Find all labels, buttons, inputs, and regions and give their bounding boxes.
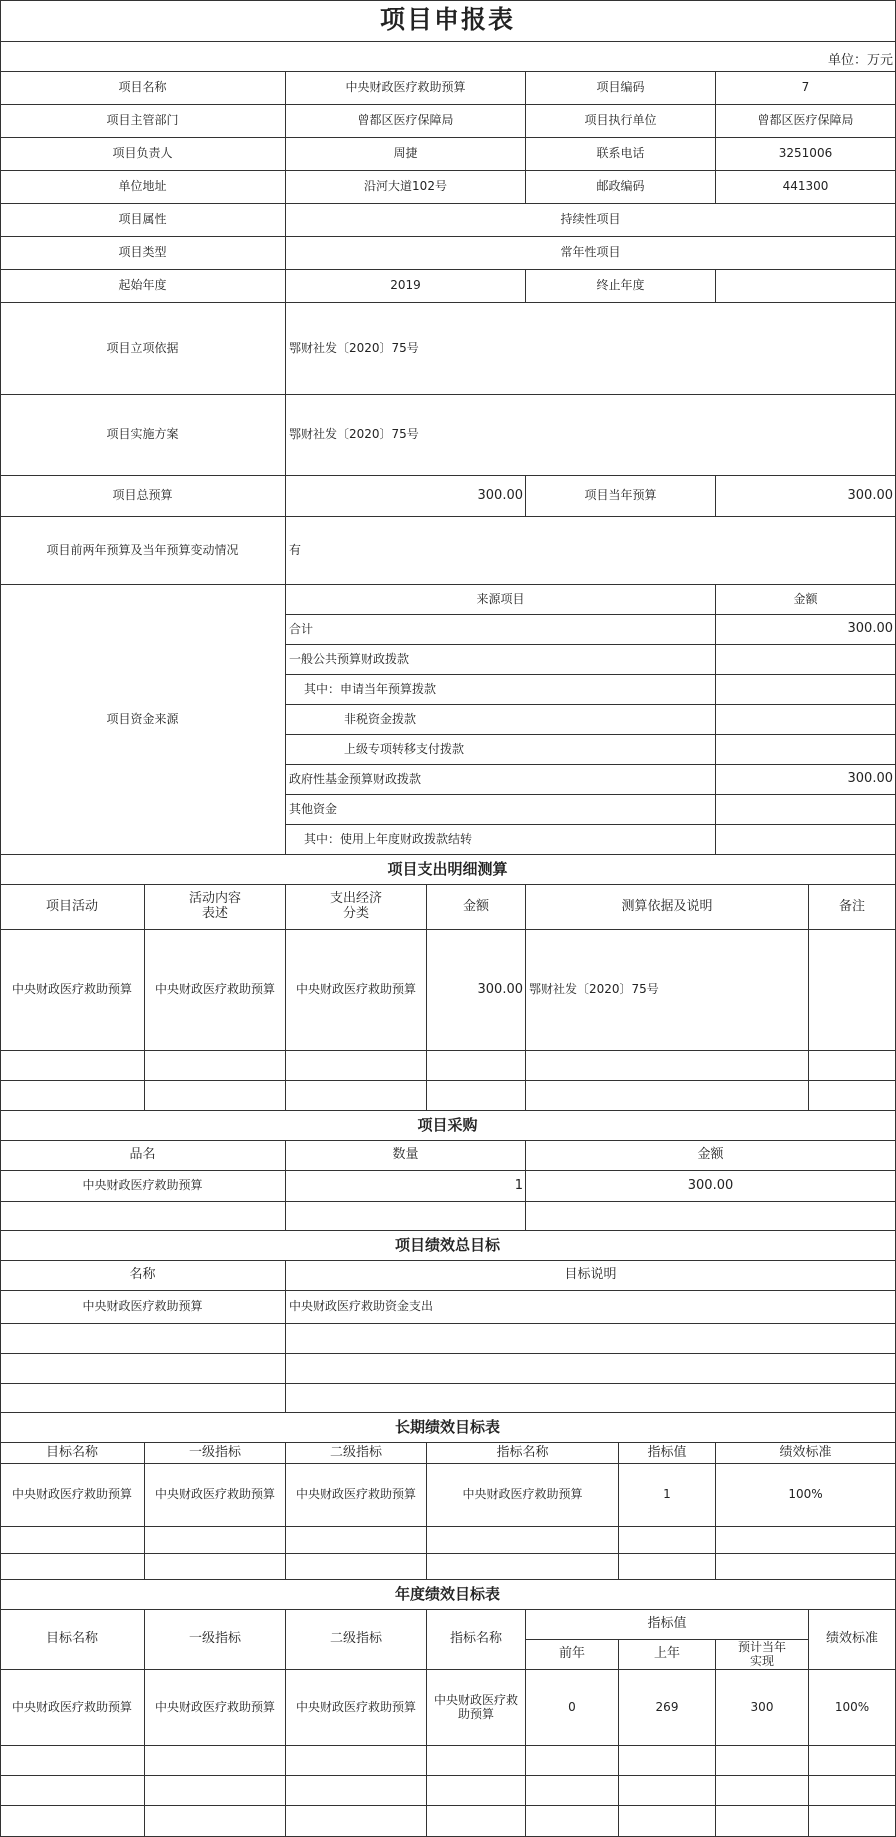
funding-row-amount — [716, 795, 896, 825]
start-year-value: 2019 — [286, 270, 526, 303]
annual-empty-cell — [619, 1776, 716, 1806]
expense-empty-cell — [286, 1081, 427, 1111]
page-title: 项目申报表 — [0, 0, 896, 42]
funding-row-name: 上级专项转移支付拨款 — [286, 735, 716, 765]
phone-label: 联系电话 — [526, 138, 716, 171]
expense-cell: 中央财政医疗救助预算 — [286, 930, 427, 1051]
annual-empty-cell — [0, 1776, 145, 1806]
expense-empty-cell — [427, 1051, 526, 1081]
zip-value: 441300 — [716, 171, 896, 204]
goal-cell: 中央财政医疗救助资金支出 — [286, 1291, 896, 1324]
longterm-cell: 中央财政医疗救助预算 — [0, 1464, 145, 1527]
type-label: 项目类型 — [0, 237, 286, 270]
procure-cell: 1 — [286, 1171, 526, 1202]
plan-label: 项目实施方案 — [0, 395, 286, 476]
longterm-cell: 1 — [619, 1464, 716, 1527]
funding-row-name: 政府性基金预算财政拨款 — [286, 765, 716, 795]
annual-empty-cell — [716, 1746, 809, 1776]
funding-row-amount — [716, 675, 896, 705]
exec-unit-label: 项目执行单位 — [526, 105, 716, 138]
goal-header: 名称 — [0, 1261, 286, 1291]
funding-label: 项目资金来源 — [0, 585, 286, 855]
funding-row-name: 一般公共预算财政拨款 — [286, 645, 716, 675]
longterm-empty-cell — [619, 1527, 716, 1554]
budget-change-value: 有 — [286, 517, 896, 585]
leader-label: 项目负责人 — [0, 138, 286, 171]
dept-label: 项目主管部门 — [0, 105, 286, 138]
expense-empty-cell — [526, 1051, 809, 1081]
phone-value: 3251006 — [716, 138, 896, 171]
longterm-header: 指标名称 — [427, 1443, 619, 1464]
annual-empty-cell — [716, 1776, 809, 1806]
funding-source-header: 来源项目 — [286, 585, 716, 615]
annual-empty-cell — [619, 1806, 716, 1837]
annual-empty-cell — [427, 1806, 526, 1837]
expense-cell: 中央财政医疗救助预算 — [0, 930, 145, 1051]
total-budget-value: 300.00 — [286, 476, 526, 517]
goal-empty-cell — [0, 1354, 286, 1384]
procure-cell: 中央财政医疗救助预算 — [0, 1171, 286, 1202]
goal-empty-cell — [286, 1354, 896, 1384]
procure-section-title: 项目采购 — [0, 1111, 896, 1141]
procure-cell: 300.00 — [526, 1171, 896, 1202]
address-label: 单位地址 — [0, 171, 286, 204]
year-budget-label: 项目当年预算 — [526, 476, 716, 517]
longterm-empty-cell — [619, 1554, 716, 1580]
annual-empty-cell — [145, 1806, 286, 1837]
procure-header: 数量 — [286, 1141, 526, 1171]
total-budget-label: 项目总预算 — [0, 476, 286, 517]
project-name-value: 中央财政医疗救助预算 — [286, 72, 526, 105]
expense-header: 项目活动 — [0, 885, 145, 930]
plan-value: 鄂财社发〔2020〕75号 — [286, 395, 896, 476]
annual-subheader: 上年 — [619, 1640, 716, 1670]
expense-empty-cell — [286, 1051, 427, 1081]
longterm-header: 指标值 — [619, 1443, 716, 1464]
annual-subheader: 预计当年 实现 — [716, 1640, 809, 1670]
longterm-header: 二级指标 — [286, 1443, 427, 1464]
exec-unit-value: 曾都区医疗保障局 — [716, 105, 896, 138]
expense-empty-cell — [145, 1051, 286, 1081]
longterm-header: 一级指标 — [145, 1443, 286, 1464]
longterm-empty-cell — [286, 1527, 427, 1554]
annual-header: 指标名称 — [427, 1610, 526, 1670]
address-value: 沿河大道102号 — [286, 171, 526, 204]
longterm-empty-cell — [145, 1554, 286, 1580]
annual-empty-cell — [716, 1806, 809, 1837]
annual-header: 指标值 — [526, 1610, 809, 1640]
annual-cell: 中央财政医疗救助预算 — [0, 1670, 145, 1746]
longterm-empty-cell — [427, 1554, 619, 1580]
expense-header: 支出经济 分类 — [286, 885, 427, 930]
longterm-section-title: 长期绩效目标表 — [0, 1413, 896, 1443]
project-code-label: 项目编码 — [526, 72, 716, 105]
annual-header: 二级指标 — [286, 1610, 427, 1670]
expense-empty-cell — [526, 1081, 809, 1111]
annual-cell: 269 — [619, 1670, 716, 1746]
annual-cell: 0 — [526, 1670, 619, 1746]
expense-empty-cell — [809, 1051, 896, 1081]
funding-row-amount — [716, 825, 896, 855]
expense-cell: 300.00 — [427, 930, 526, 1051]
budget-change-label: 项目前两年预算及当年预算变动情况 — [0, 517, 286, 585]
longterm-header: 绩效标准 — [716, 1443, 896, 1464]
annual-empty-cell — [809, 1746, 896, 1776]
longterm-empty-cell — [716, 1554, 896, 1580]
annual-header: 绩效标准 — [809, 1610, 896, 1670]
funding-row-name: 合计 — [286, 615, 716, 645]
goal-empty-cell — [286, 1384, 896, 1413]
annual-cell: 中央财政医疗救 助预算 — [427, 1670, 526, 1746]
basis-value: 鄂财社发〔2020〕75号 — [286, 303, 896, 395]
leader-value: 周捷 — [286, 138, 526, 171]
longterm-cell: 中央财政医疗救助预算 — [145, 1464, 286, 1527]
longterm-empty-cell — [145, 1527, 286, 1554]
annual-cell: 100% — [809, 1670, 896, 1746]
longterm-empty-cell — [716, 1527, 896, 1554]
funding-row-name: 其他资金 — [286, 795, 716, 825]
longterm-header: 目标名称 — [0, 1443, 145, 1464]
funding-row-amount: 300.00 — [716, 615, 896, 645]
annual-empty-cell — [0, 1746, 145, 1776]
annual-cell: 300 — [716, 1670, 809, 1746]
expense-header: 活动内容 表述 — [145, 885, 286, 930]
annual-cell: 中央财政医疗救助预算 — [145, 1670, 286, 1746]
project-name-label: 项目名称 — [0, 72, 286, 105]
start-year-label: 起始年度 — [0, 270, 286, 303]
longterm-empty-cell — [0, 1554, 145, 1580]
expense-cell: 鄂财社发〔2020〕75号 — [526, 930, 809, 1051]
longterm-cell: 中央财政医疗救助预算 — [427, 1464, 619, 1527]
annual-header: 一级指标 — [145, 1610, 286, 1670]
end-year-value — [716, 270, 896, 303]
basis-label: 项目立项依据 — [0, 303, 286, 395]
annual-empty-cell — [286, 1746, 427, 1776]
annual-empty-cell — [145, 1746, 286, 1776]
annual-empty-cell — [526, 1746, 619, 1776]
annual-empty-cell — [809, 1776, 896, 1806]
dept-value: 曾都区医疗保障局 — [286, 105, 526, 138]
annual-empty-cell — [286, 1806, 427, 1837]
annual-section-title: 年度绩效目标表 — [0, 1580, 896, 1610]
annual-empty-cell — [809, 1806, 896, 1837]
goal-empty-cell — [0, 1324, 286, 1354]
project-code-value: 7 — [716, 72, 896, 105]
longterm-empty-cell — [0, 1527, 145, 1554]
funding-row-name: 其中：使用上年度财政拨款结转 — [286, 825, 716, 855]
procure-header: 品名 — [0, 1141, 286, 1171]
annual-subheader: 前年 — [526, 1640, 619, 1670]
expense-empty-cell — [809, 1081, 896, 1111]
annual-empty-cell — [427, 1746, 526, 1776]
expense-empty-cell — [0, 1051, 145, 1081]
attribute-value: 持续性项目 — [286, 204, 896, 237]
procure-header: 金额 — [526, 1141, 896, 1171]
funding-row-amount — [716, 735, 896, 765]
annual-empty-cell — [526, 1806, 619, 1837]
funding-amount-header: 金额 — [716, 585, 896, 615]
attribute-label: 项目属性 — [0, 204, 286, 237]
longterm-cell: 100% — [716, 1464, 896, 1527]
expense-header: 金额 — [427, 885, 526, 930]
annual-header: 目标名称 — [0, 1610, 145, 1670]
goal-empty-cell — [286, 1324, 896, 1354]
annual-empty-cell — [619, 1746, 716, 1776]
annual-empty-cell — [526, 1776, 619, 1806]
expense-empty-cell — [427, 1081, 526, 1111]
funding-row-amount: 300.00 — [716, 765, 896, 795]
procure-empty-cell — [526, 1202, 896, 1231]
goal-empty-cell — [0, 1384, 286, 1413]
procure-empty-cell — [286, 1202, 526, 1231]
expense-cell — [809, 930, 896, 1051]
goal-section-title: 项目绩效总目标 — [0, 1231, 896, 1261]
expense-cell: 中央财政医疗救助预算 — [145, 930, 286, 1051]
expense-header: 备注 — [809, 885, 896, 930]
funding-row-name: 其中：申请当年预算拨款 — [286, 675, 716, 705]
year-budget-value: 300.00 — [716, 476, 896, 517]
expense-section-title: 项目支出明细测算 — [0, 855, 896, 885]
longterm-empty-cell — [427, 1527, 619, 1554]
funding-row-amount — [716, 705, 896, 735]
annual-empty-cell — [145, 1776, 286, 1806]
annual-cell: 中央财政医疗救助预算 — [286, 1670, 427, 1746]
annual-empty-cell — [286, 1776, 427, 1806]
annual-empty-cell — [0, 1806, 145, 1837]
expense-empty-cell — [0, 1081, 145, 1111]
longterm-cell: 中央财政医疗救助预算 — [286, 1464, 427, 1527]
goal-cell: 中央财政医疗救助预算 — [0, 1291, 286, 1324]
expense-empty-cell — [145, 1081, 286, 1111]
goal-header: 目标说明 — [286, 1261, 896, 1291]
end-year-label: 终止年度 — [526, 270, 716, 303]
unit-label: 单位：万元 — [0, 42, 896, 72]
zip-label: 邮政编码 — [526, 171, 716, 204]
funding-row-name: 非税资金拨款 — [286, 705, 716, 735]
type-value: 常年性项目 — [286, 237, 896, 270]
procure-empty-cell — [0, 1202, 286, 1231]
annual-empty-cell — [427, 1776, 526, 1806]
longterm-empty-cell — [286, 1554, 427, 1580]
funding-row-amount — [716, 645, 896, 675]
expense-header: 测算依据及说明 — [526, 885, 809, 930]
